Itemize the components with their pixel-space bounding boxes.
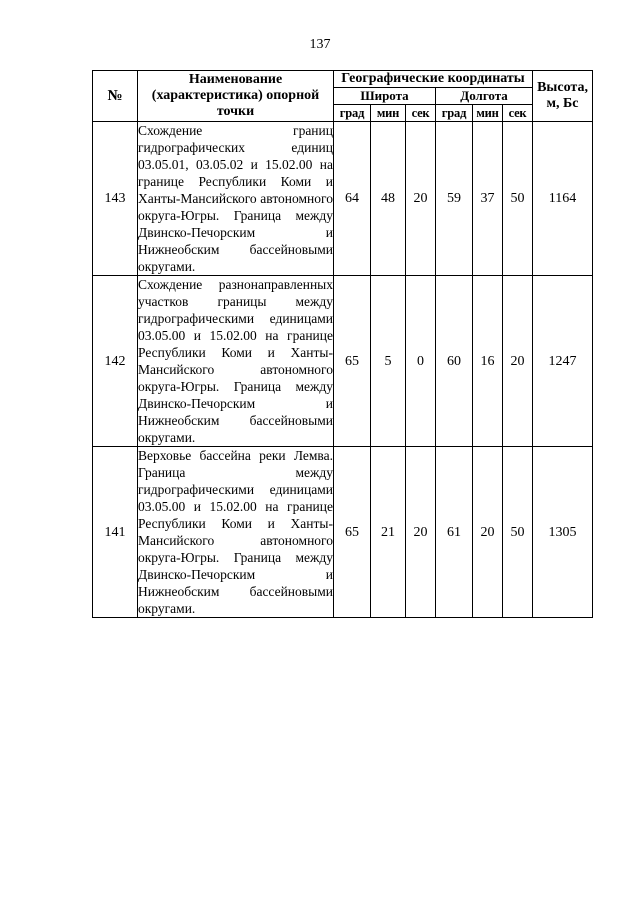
lon-deg: 60 <box>436 276 473 447</box>
header-number: № <box>93 71 138 122</box>
point-number: 142 <box>93 276 138 447</box>
header-name: Наименование (характеристика) опорной точки <box>138 71 334 122</box>
header-height: Высота, м, Бс <box>533 71 593 122</box>
lon-deg: 61 <box>436 447 473 618</box>
lat-sec: 20 <box>406 122 436 276</box>
lon-min: 37 <box>473 122 503 276</box>
header-lon-deg: град <box>436 105 473 122</box>
header-row <box>93 71 593 88</box>
point-description: Схождение границ гидрографических единиц 03.05.01, 03.05.02 и 15.02.00 на границе Республики Коми и Ханты-Мансийского автономного округа-Югры. Граница между Двинско-Печорским и Нижнеобским бассейновыми округами. <box>138 123 333 274</box>
header-lat-deg: град <box>334 105 371 122</box>
lon-min: 20 <box>473 447 503 618</box>
table-row <box>93 276 593 447</box>
lon-sec: 20 <box>503 276 533 447</box>
lat-sec: 20 <box>406 447 436 618</box>
point-number: 141 <box>93 447 138 618</box>
lon-sec: 50 <box>503 447 533 618</box>
lat-deg: 64 <box>334 122 371 276</box>
lat-min: 5 <box>371 276 406 447</box>
reference-points-table <box>92 70 593 618</box>
lat-min: 21 <box>371 447 406 618</box>
lon-sec: 50 <box>503 122 533 276</box>
table-row <box>93 122 593 276</box>
header-lat-sec: сек <box>406 105 436 122</box>
point-description: Верховье бассейна реки Лемва. Граница между гидрографическими единицами 03.05.00 и 15.02.00 на границе Республики Коми и Ханты-Мансийского автономного округа-Югры. Граница между Двинско-Печорским и Нижнеобским бассейновыми округами. <box>138 448 333 616</box>
header-lon-sec: сек <box>503 105 533 122</box>
height: 1164 <box>533 122 593 276</box>
header-latitude: Широта <box>334 88 436 105</box>
point-description: Схождение разнонаправленных участков границы между гидрографическими единицами 03.05.00 и 15.02.00 на границе Республики Коми и Ханты-Мансийского автономного округа-Югры. Граница между Двинско-Печорским и Нижнеобским бассейновыми округами. <box>138 277 333 445</box>
header-longitude: Долгота <box>436 88 533 105</box>
lat-sec: 0 <box>406 276 436 447</box>
lon-min: 16 <box>473 276 503 447</box>
lat-deg: 65 <box>334 447 371 618</box>
height: 1305 <box>533 447 593 618</box>
point-number: 143 <box>93 122 138 276</box>
header-coordinates: Географические координаты <box>334 71 533 88</box>
header-lon-min: мин <box>473 105 503 122</box>
lon-deg: 59 <box>436 122 473 276</box>
page-number: 137 <box>309 37 331 52</box>
header-lat-min: мин <box>371 105 406 122</box>
lat-min: 48 <box>371 122 406 276</box>
height: 1247 <box>533 276 593 447</box>
table-row <box>93 447 593 618</box>
lat-deg: 65 <box>334 276 371 447</box>
